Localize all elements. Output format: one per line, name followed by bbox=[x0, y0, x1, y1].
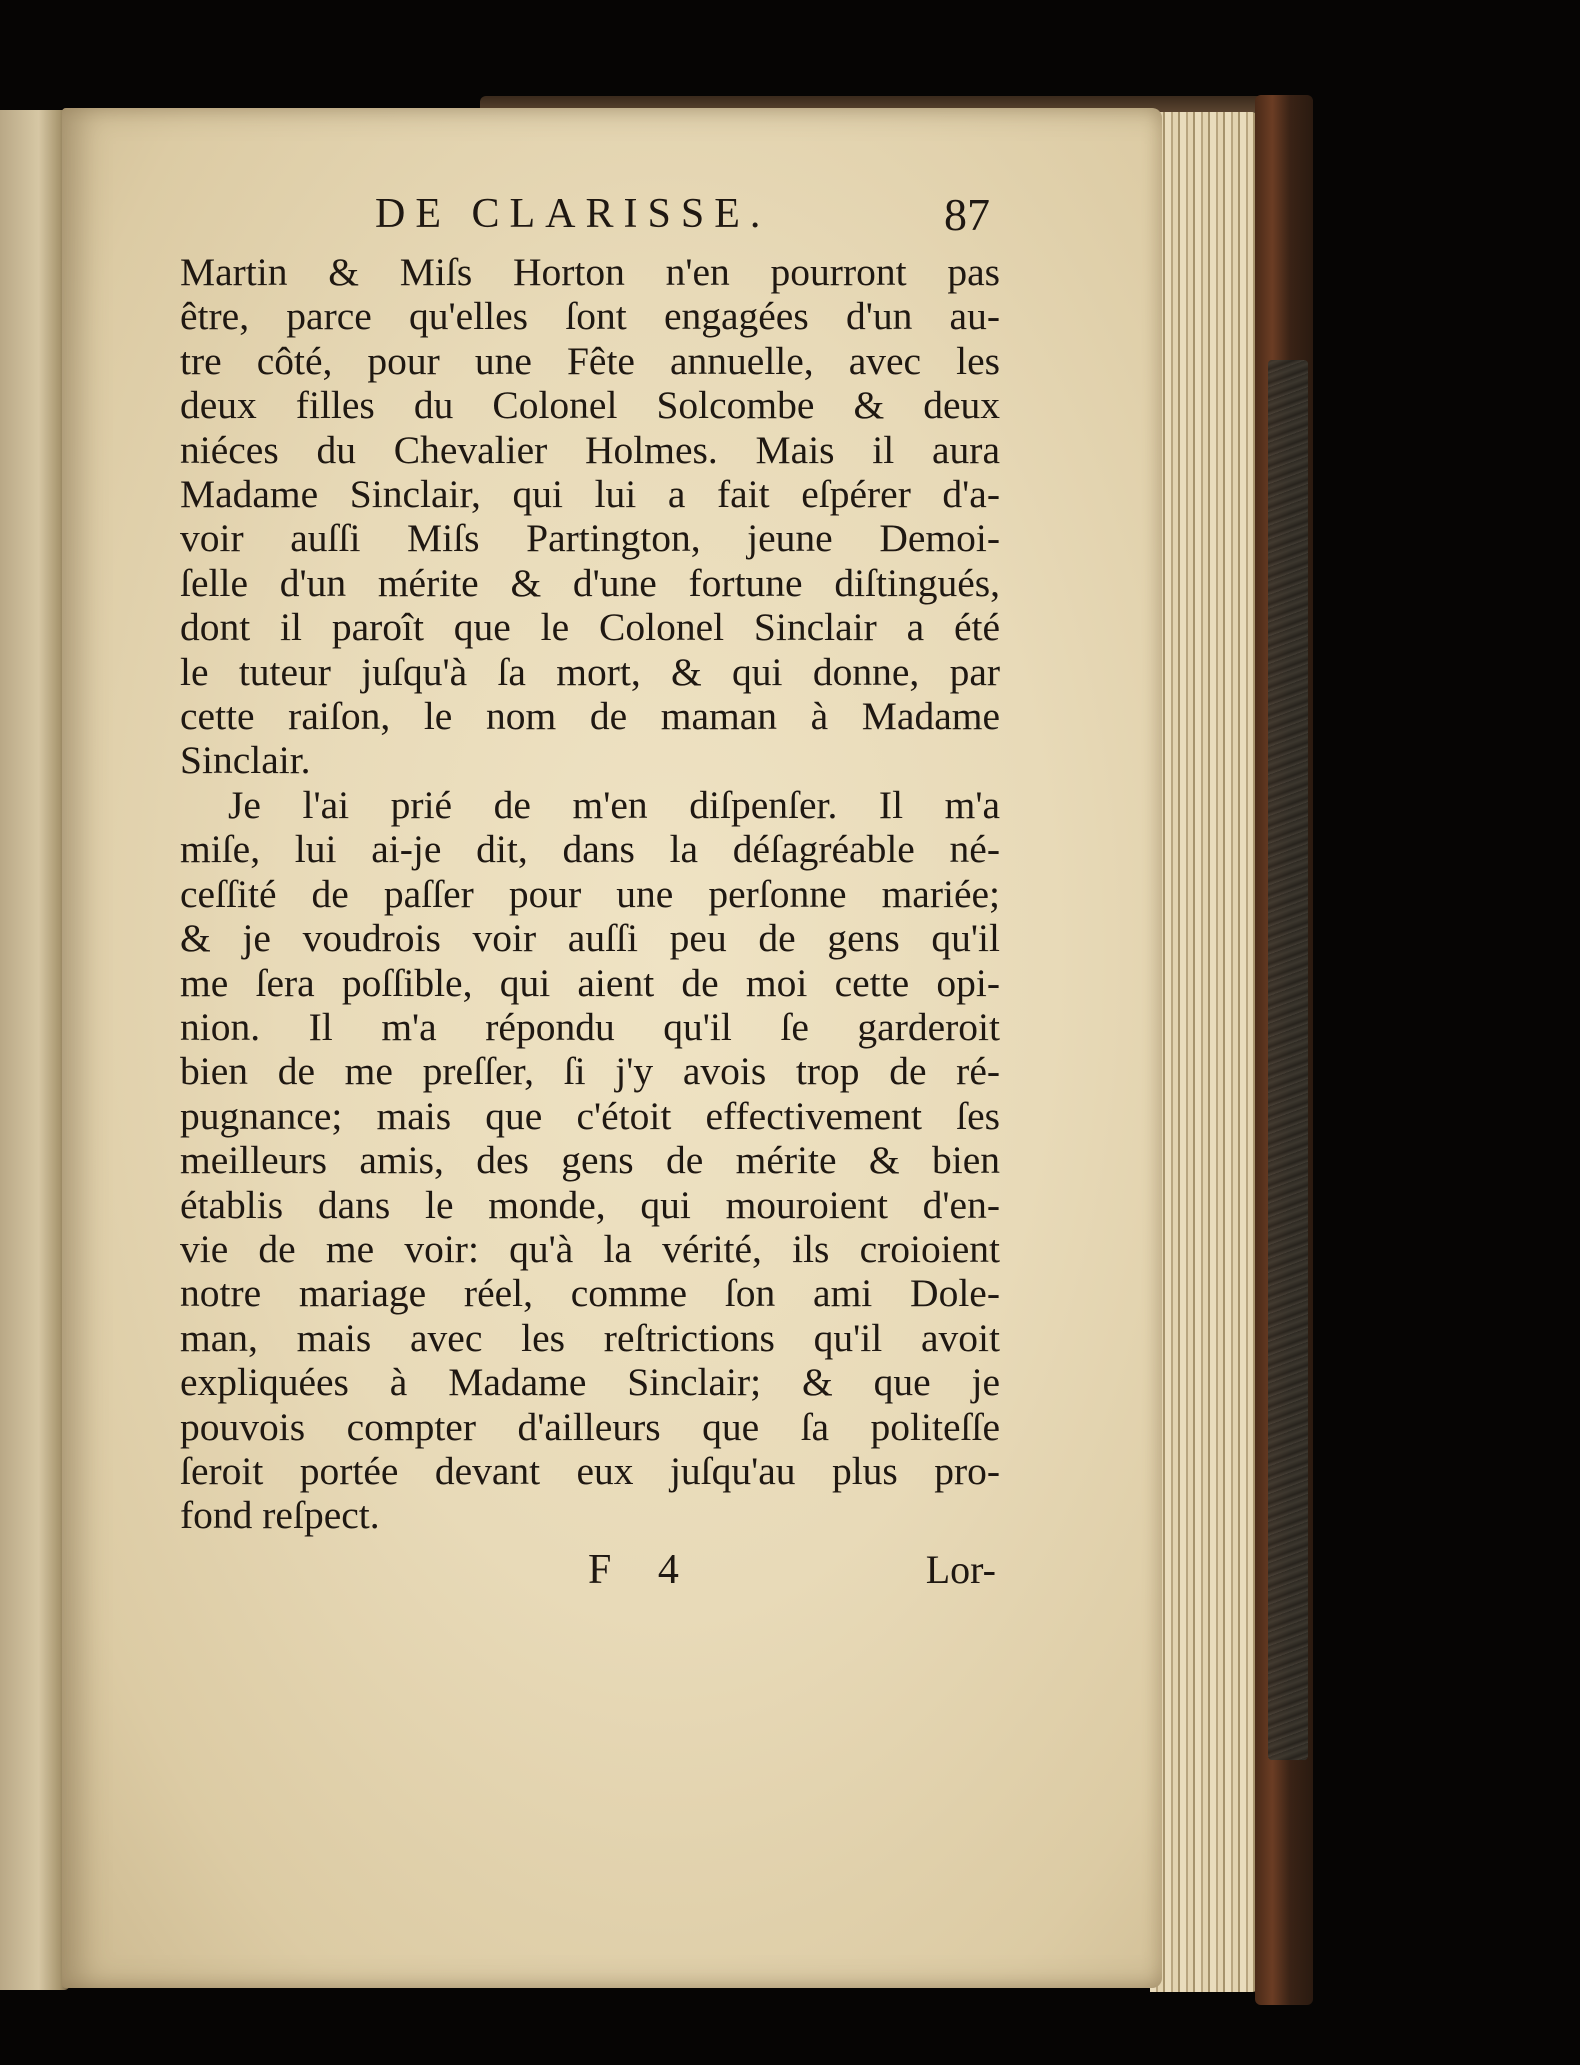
text-line: notre mariage réel, comme ſon ami Dole- bbox=[180, 1271, 1000, 1316]
text-line: le tuteur juſqu'à ſa mort, & qui donne, par bbox=[180, 649, 1000, 694]
text-line: être, parce qu'elles ſont engagées d'un au- bbox=[180, 294, 1000, 339]
text-line: Madame Sinclair, qui lui a fait eſpérer d'a- bbox=[180, 472, 1000, 517]
text-line: nion. Il m'a répondu qu'il ſe garderoit bbox=[180, 1004, 1000, 1049]
text-line: Je l'ai prié de m'en diſpenſer. Il m'a bbox=[228, 782, 1000, 827]
paragraph bbox=[180, 250, 1000, 783]
marbled-cover bbox=[1268, 360, 1308, 1760]
running-head-title: DE CLARISSE. bbox=[375, 191, 771, 237]
text-line: bien de me preſſer, ſi j'y avois trop de ré- bbox=[180, 1049, 1000, 1094]
text-line: miſe, lui ai-je dit, dans la déſagréable né- bbox=[180, 827, 1000, 872]
text-line: man, mais avec les reſtrictions qu'il avoit bbox=[180, 1315, 1000, 1360]
text-line: Martin & Miſs Horton n'en pourront pas bbox=[180, 250, 1000, 294]
signature-mark: F 4 bbox=[588, 1546, 697, 1593]
text-line: tre côté, pour une Fête annuelle, avec les bbox=[180, 338, 1000, 383]
text-line: établis dans le monde, qui mouroient d'en- bbox=[180, 1182, 1000, 1227]
text-line: expliquées à Madame Sinclair; & que je bbox=[180, 1360, 1000, 1405]
page-text bbox=[180, 190, 1000, 1606]
text-line: vie de me voir: qu'à la vérité, ils croioient bbox=[180, 1226, 1000, 1271]
text-line: niéces du Chevalier Holmes. Mais il aura bbox=[180, 427, 1000, 472]
text-line: pouvois compter d'ailleurs que ſa politeſſe bbox=[180, 1404, 1000, 1449]
text-line: fond reſpect. bbox=[180, 1493, 380, 1538]
paragraph bbox=[180, 783, 1000, 1538]
text-line: deux filles du Colonel Solcombe & deux bbox=[180, 383, 1000, 428]
text-line: dont il paroît que le Colonel Sinclair a été bbox=[180, 605, 1000, 650]
catchword: Lor- bbox=[925, 1546, 996, 1592]
text-line: ſelle d'un mérite & d'une fortune diſtingués, bbox=[180, 560, 1000, 605]
page-footer bbox=[180, 1546, 1000, 1606]
text-line: ſeroit portée devant eux juſqu'au plus pro- bbox=[180, 1448, 1000, 1493]
page-number: 87 bbox=[944, 189, 990, 240]
text-line: ceſſité de paſſer pour une perſonne mariée; bbox=[180, 871, 1000, 916]
text-line: pugnance; mais que c'étoit effectivement ſes bbox=[180, 1093, 1000, 1138]
text-line: Sinclair. bbox=[180, 738, 311, 783]
text-line: meilleurs amis, des gens de mérite & bien bbox=[180, 1138, 1000, 1183]
text-line: me ſera poſſible, qui aient de moi cette opi- bbox=[180, 960, 1000, 1005]
text-line: & je voudrois voir auſſi peu de gens qu'il bbox=[180, 916, 1000, 961]
text-line: voir auſſi Miſs Partington, jeune Demoi- bbox=[180, 516, 1000, 561]
text-line: cette raiſon, le nom de maman à Madame bbox=[180, 694, 1000, 739]
facing-page-edge bbox=[0, 110, 70, 1990]
page-edges bbox=[1150, 112, 1260, 1992]
running-head bbox=[180, 190, 1000, 250]
